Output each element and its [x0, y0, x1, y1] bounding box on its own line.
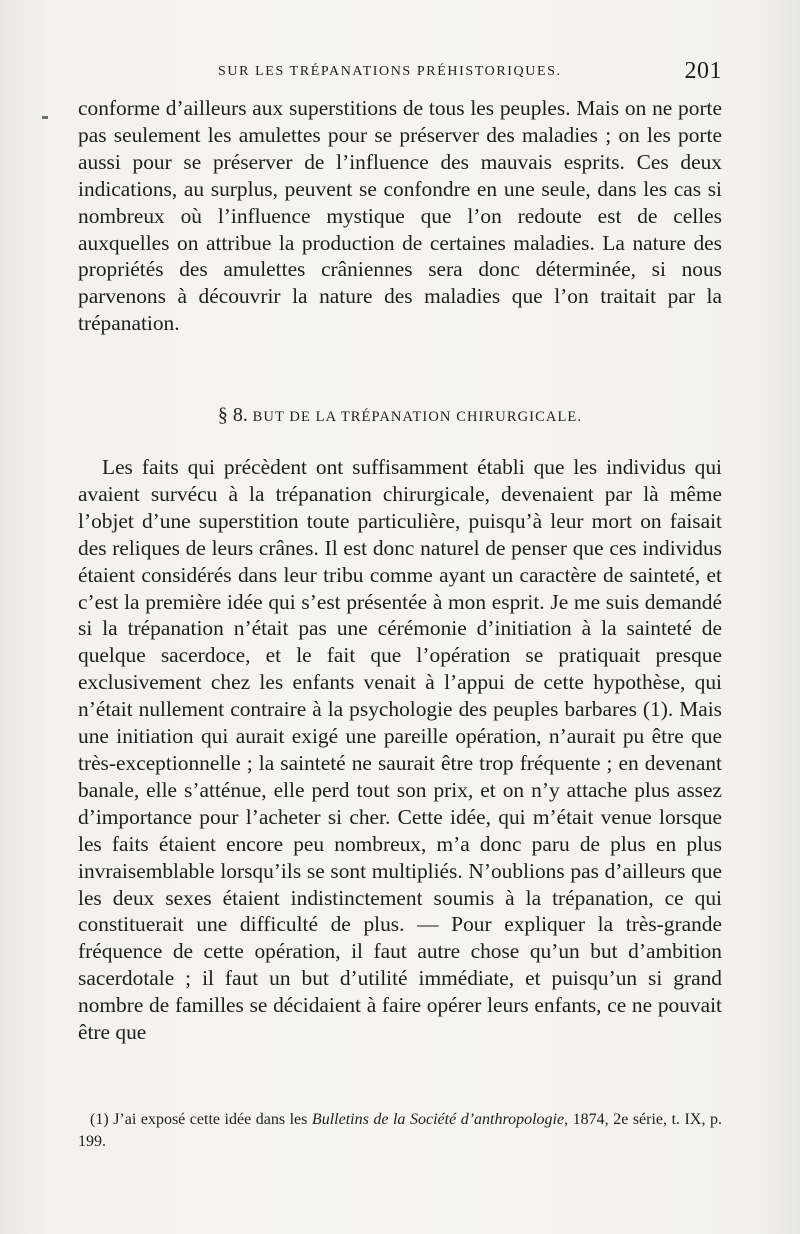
margin-mark — [42, 116, 48, 119]
running-head — [78, 60, 722, 90]
running-title: SUR LES TRÉPANATIONS PRÉHISTORIQUES. — [218, 64, 562, 79]
page-number: 201 — [684, 58, 722, 84]
section-number: § 8. — [217, 404, 248, 426]
footnote-text-start: (1) J’ai exposé cette idée dans les — [90, 1111, 312, 1128]
section-heading — [78, 404, 722, 427]
paragraph-2-text: Les faits qui précèdent ont suffisamment établi que les individus qui avaient survécu à la trépanation chirurgicale, devenaient par là même l’objet d’une superstition toute particulière, puisqu’à leur mort on faisait des reliques de leurs crânes. Il est donc naturel de penser que ces individus étaient considérés dans leur tribu comme ayant un caractère de sainteté, et c’est la première idée qui s’est présentée à mon esprit. Je me suis demandé si la trépanation n’était pas une cérémonie d’initiation à la sainteté de quelque sacerdoce, et le fait que l’opération se pratiquait presque exclusivement chez les enfants venait à l’appui de cette hypothèse, qui n’était nullement contraire à la psychologie des peuples barbares (1). Mais une initiation qui aurait exigé une pareille opération, n’aurait pu être que très-exceptionnelle ; la sainteté ne saurait être trop fréquente ; en devenant banale, elle s’atténue, elle perd tout son prix, et on n’y attache plus assez d’importance pour l’acheter si cher. Cette idée, qui m’était venue lorsque les faits étaient encore peu nombreux, m’a donc paru de plus en plus invraisemblable lorsqu’ils se sont multipliés. N’oublions pas d’ailleurs que les deux sexes étaient indistinctement soumis à la trépanation, ce qui constituerait une difficulté de plus. — Pour expliquer la très-grande fréquence de cette opération, il faut autre chose qu’un but d’ambition sacerdotale ; il faut un but d’utilité immédiate, et puisqu’un si grand nombre de familles se décidaient à faire opérer leurs enfants, ce ne pouvait être que — [78, 455, 722, 1045]
paragraph-2 — [78, 454, 722, 1046]
footnote-text-end: , 1874, 2e série, t. IX, p. 199. — [78, 1111, 722, 1150]
paragraph-1-text: conforme d’ailleurs aux superstitions de tous les peuples. Mais on ne porte pas seulement les amulettes pour se préserver des maladies ; on les porte aussi pour se préserver de l’influence des mauvais esprits. Ces deux indications, au surplus, peuvent se confondre en une seule, dans les cas si nombreux où l’influence mystique que l’on redoute est de celles auxquelles on attribue la production de certaines maladies. La nature des propriétés des amulettes crâniennes sera donc déterminée, si nous parvenons à découvrir la nature des maladies que l’on traitait par la trépanation. — [78, 96, 722, 336]
section-title: BUT DE LA TRÉPANATION CHIRURGICALE. — [252, 409, 583, 425]
footnote-journal-title: Bulletins de la Société d’anthropologie — [311, 1111, 565, 1128]
footnote — [78, 1109, 722, 1153]
paragraph-1 — [78, 95, 722, 337]
